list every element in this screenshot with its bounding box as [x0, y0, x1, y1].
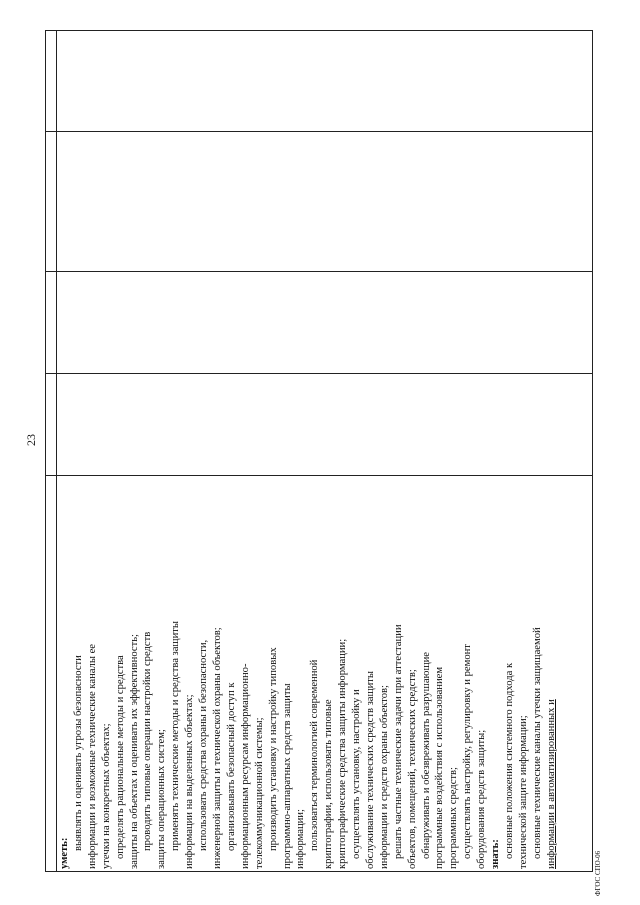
text-line: телекоммуникационной системы; — [253, 717, 265, 869]
text-line: защиты операционных систем; — [156, 729, 168, 869]
text-line: обнаруживать и обезвреживать разрушающие — [420, 652, 432, 859]
text-line: криптографии, использовать типовые — [323, 699, 335, 869]
text-line: производить установку и настройку типовых — [267, 647, 279, 851]
text-line: определять рациональные методы и средства — [114, 655, 126, 859]
table-divider — [46, 373, 592, 374]
text-line: защиты на объектах и оценивать их эффективность; — [128, 634, 140, 869]
table-divider — [46, 131, 592, 132]
skills-knowledge-cell — [58, 486, 570, 869]
text-line: программные воздействия с использованием — [434, 666, 446, 869]
text-line: программных средств; — [448, 767, 460, 869]
text-line: технической защите информации; — [517, 715, 529, 869]
text-line: выявлять и оценивать угрозы безопасности — [72, 655, 84, 851]
text-line: осуществлять настройку, регулировку и ремонт — [462, 644, 474, 859]
text-line: проводить типовые операции настройки средств — [142, 631, 154, 851]
text-line: информации и средств охраны объектов; — [378, 685, 390, 869]
table-divider — [46, 271, 592, 272]
text-line: информации в автоматизированных и — [545, 699, 557, 869]
text-line: инженерной защиты и технической охраны объектов; — [211, 627, 223, 869]
text-line: решать частные технические задачи при аттестации — [392, 624, 404, 859]
umet-heading: уметь: — [59, 837, 70, 869]
text-line: информационным ресурсам информационно- — [239, 663, 251, 869]
znat-heading: знать: — [490, 839, 502, 869]
text-line: информации; — [295, 809, 307, 869]
text-line: криптографические средства защиты информации; — [337, 638, 349, 869]
table-divider — [46, 475, 592, 476]
text-line: осуществлять установку, настройку и — [351, 689, 363, 859]
text-line: объектов, помещений, технических средств; — [406, 669, 418, 869]
page-number: 23 — [24, 434, 38, 446]
text-line: оборудования средств защиты; — [476, 729, 488, 869]
text-line: использовать средства охраны и безопасности, — [198, 639, 210, 851]
text-line: информации и возможные технические каналы ее — [86, 644, 98, 869]
text-line: основные технические каналы утечки защищаемой — [531, 627, 543, 859]
text-line: программно-аппаратных средств защиты — [281, 683, 293, 869]
text-line: обслуживание технических средств защиты — [364, 670, 376, 869]
text-line: организовывать безопасный доступ к — [225, 682, 237, 851]
text-line: утечки на конкретных объектах; — [100, 723, 112, 869]
footer-code: ФГОС СПО-06 — [594, 850, 602, 896]
competency-table — [45, 30, 593, 872]
table-divider — [56, 31, 57, 871]
text-line: информации на выделенных объектах; — [184, 694, 196, 869]
text-line: основные положения системного подхода к — [504, 662, 515, 859]
text-line: применять технические методы и средства защиты — [170, 621, 182, 851]
text-line: пользоваться терминологией современной — [309, 659, 321, 851]
